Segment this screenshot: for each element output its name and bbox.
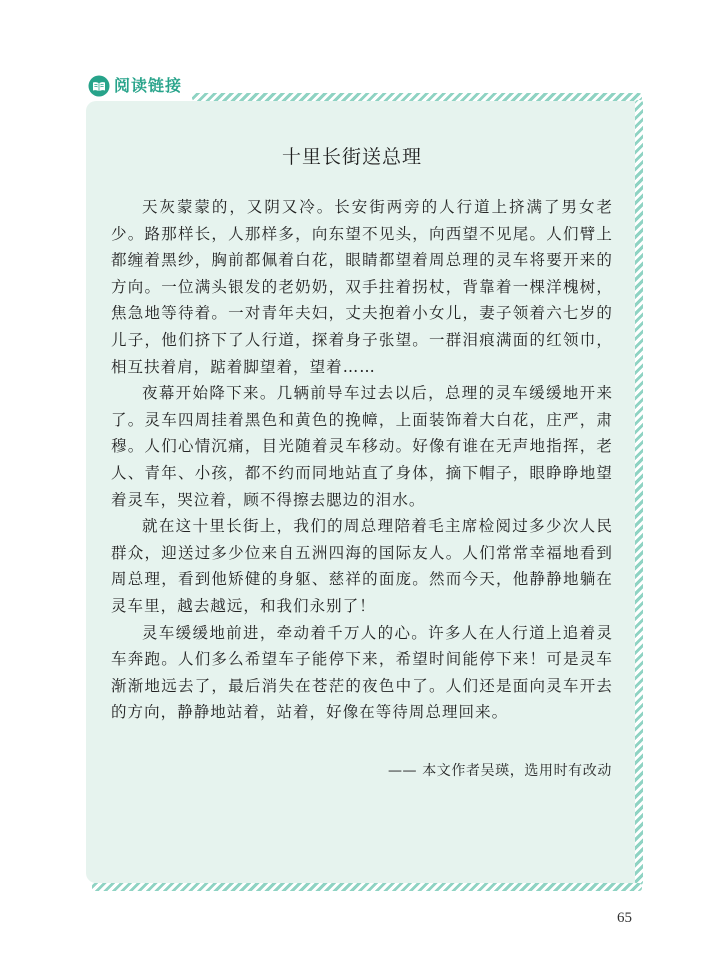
section-label: 阅读链接: [114, 76, 183, 95]
paragraph: 灵车缓缓地前进，牵动着千万人的心。许多人在人行道上追着灵车奔跑。人们多么希望车子能停下来，希望时间能停下来！可是灵车渐渐地远去了，最后消失在苍茫的夜色中了。人们还是面向灵车开去的方向，静静地站着，站着，好像在等待周总理回来。: [111, 623, 613, 722]
panel-border-bottom: [92, 883, 642, 891]
article-body: [111, 194, 613, 726]
paragraph: 夜幕开始降下来。几辆前导车过去以后，总理的灵车缓缓地开来了。灵车四周挂着黑色和黄色的挽幛，上面装饰着大白花，庄严，肃穆。人们心情沉痛，目光随着灵车移动。好像有谁在无声地指挥，老人、青年、小孩，都不约而同地站直了身体，摘下帽子，眼睁睁地望着灵车，哭泣着，顾不得擦去腮边的泪水。: [111, 384, 613, 509]
paragraph: 天灰蒙蒙的，又阴又冷。长安街两旁的人行道上挤满了男女老少。路那样长，人那样多，向东望不见头，向西望不见尾。人们臂上都缠着黑纱，胸前都佩着白花，眼睛都望着周总理的灵车将要开来的方向。一位满头银发的老奶奶，双手拄着拐杖，背靠着一棵洋槐树，焦急地等待着。一对青年夫妇，丈夫抱着小女儿，妻子领着六七岁的儿子，他们挤下了人行道，探着身子张望。一群泪痕满面的红领巾，相互扶着肩，踮着脚望着，望着……: [111, 198, 613, 376]
panel-border-right: [635, 100, 643, 885]
reading-link-header: [88, 74, 182, 98]
panel-border-top: [192, 93, 642, 101]
open-book-icon: [88, 75, 110, 97]
paragraph: 就在这十里长街上，我们的周总理陪着毛主席检阅过多少次人民群众，迎送过多少位来自五洲四海的国际友人。人们常常幸福地看到周总理，看到他矫健的身躯、慈祥的面庞。然而今天，他静静地躺在灵车里，越去越远，和我们永别了！: [111, 517, 613, 615]
page-number: 65: [617, 910, 632, 926]
author-attribution: —— 本文作者吴瑛，选用时有改动: [387, 763, 612, 779]
article-title: 十里长街送总理: [281, 146, 422, 168]
